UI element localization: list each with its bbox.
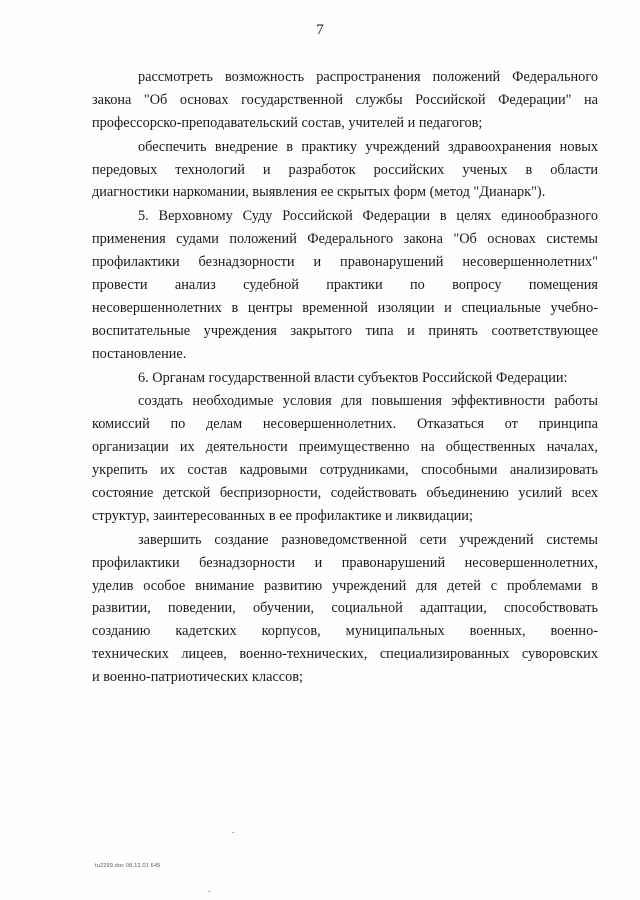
text-line: воспитательные учреждения закрытого типа и принять соответствующее bbox=[92, 322, 598, 339]
scan-artifact bbox=[208, 891, 210, 892]
text-line: и военно-патриотических классов; bbox=[92, 669, 304, 686]
paragraph-6 bbox=[92, 529, 598, 689]
text-line: обеспечить внедрение в практику учреждений здравоохранения новых bbox=[138, 138, 598, 155]
text-line: укрепить их состав кадровыми сотрудниками, способными анализировать bbox=[92, 462, 598, 479]
text-line: развитии, поведении, обучении, социальной адаптации, способствовать bbox=[92, 600, 598, 617]
text-line: профилактики безнадзорности и правонарушений несовершеннолетних" bbox=[92, 254, 598, 271]
text-line: созданию кадетских корпусов, муниципальных военных, военно- bbox=[92, 623, 598, 640]
text-line: уделив особое внимание развитию учреждений для детей с проблемами в bbox=[92, 577, 598, 594]
scan-artifact bbox=[232, 832, 234, 833]
text-line: закона "Об основах государственной службы Российской Федерации" на bbox=[92, 91, 598, 108]
text-line: организации их деятельности преимущественно на общественных началах, bbox=[92, 439, 598, 456]
paragraph-1 bbox=[92, 66, 598, 135]
text-line: провести анализ судебной практики по вопросу помещения bbox=[92, 277, 598, 294]
text-line: структур, заинтересованных в ее профилактике и ликвидации; bbox=[92, 507, 473, 524]
text-line: завершить создание разноведомственной сети учреждений системы bbox=[138, 531, 598, 548]
text-line: передовых технологий и разработок российских ученых в области bbox=[92, 161, 598, 178]
paragraph-3 bbox=[92, 205, 598, 365]
text-line: 5. Верховному Суду Российской Федерации в целях единообразного bbox=[138, 208, 598, 225]
paragraph-2 bbox=[92, 136, 598, 205]
text-line: создать необходимые условия для повышения эффективности работы bbox=[138, 393, 598, 410]
text-line: профессорско-преподавательский состав, учителей и педагогов; bbox=[92, 114, 483, 131]
text-line: применения судами положений Федерального закона "Об основах системы bbox=[92, 231, 598, 248]
text-line: постановление. bbox=[92, 345, 187, 362]
text-line: рассмотреть возможность распространения положений Федерального bbox=[138, 69, 598, 85]
text-line: состояние детской беспризорности, содействовать объединению усилий всех bbox=[92, 485, 598, 502]
text-line: комиссий по делам несовершеннолетних. Отказаться от принципа bbox=[92, 416, 598, 433]
text-line: профилактики безнадзорности и правонарушений несовершеннолетних, bbox=[92, 554, 598, 571]
text-line: 6. Органам государственной власти субъектов Российской Федерации: bbox=[138, 369, 568, 386]
document-body bbox=[92, 66, 598, 689]
text-line: технических лицеев, военно-технических, специализированных суворовских bbox=[92, 646, 598, 663]
text-line: диагностики наркомании, выявления ее скрытых форм (метод "Дианарк"). bbox=[92, 184, 546, 201]
text-line: несовершеннолетних в центры временной изоляции и специальные учебно- bbox=[92, 299, 598, 316]
paragraph-4 bbox=[92, 367, 598, 390]
paragraph-5 bbox=[92, 390, 598, 527]
footer-document-code: tu2299.doc 08.12.01 645 bbox=[95, 863, 161, 869]
page-number: 7 bbox=[316, 22, 324, 38]
